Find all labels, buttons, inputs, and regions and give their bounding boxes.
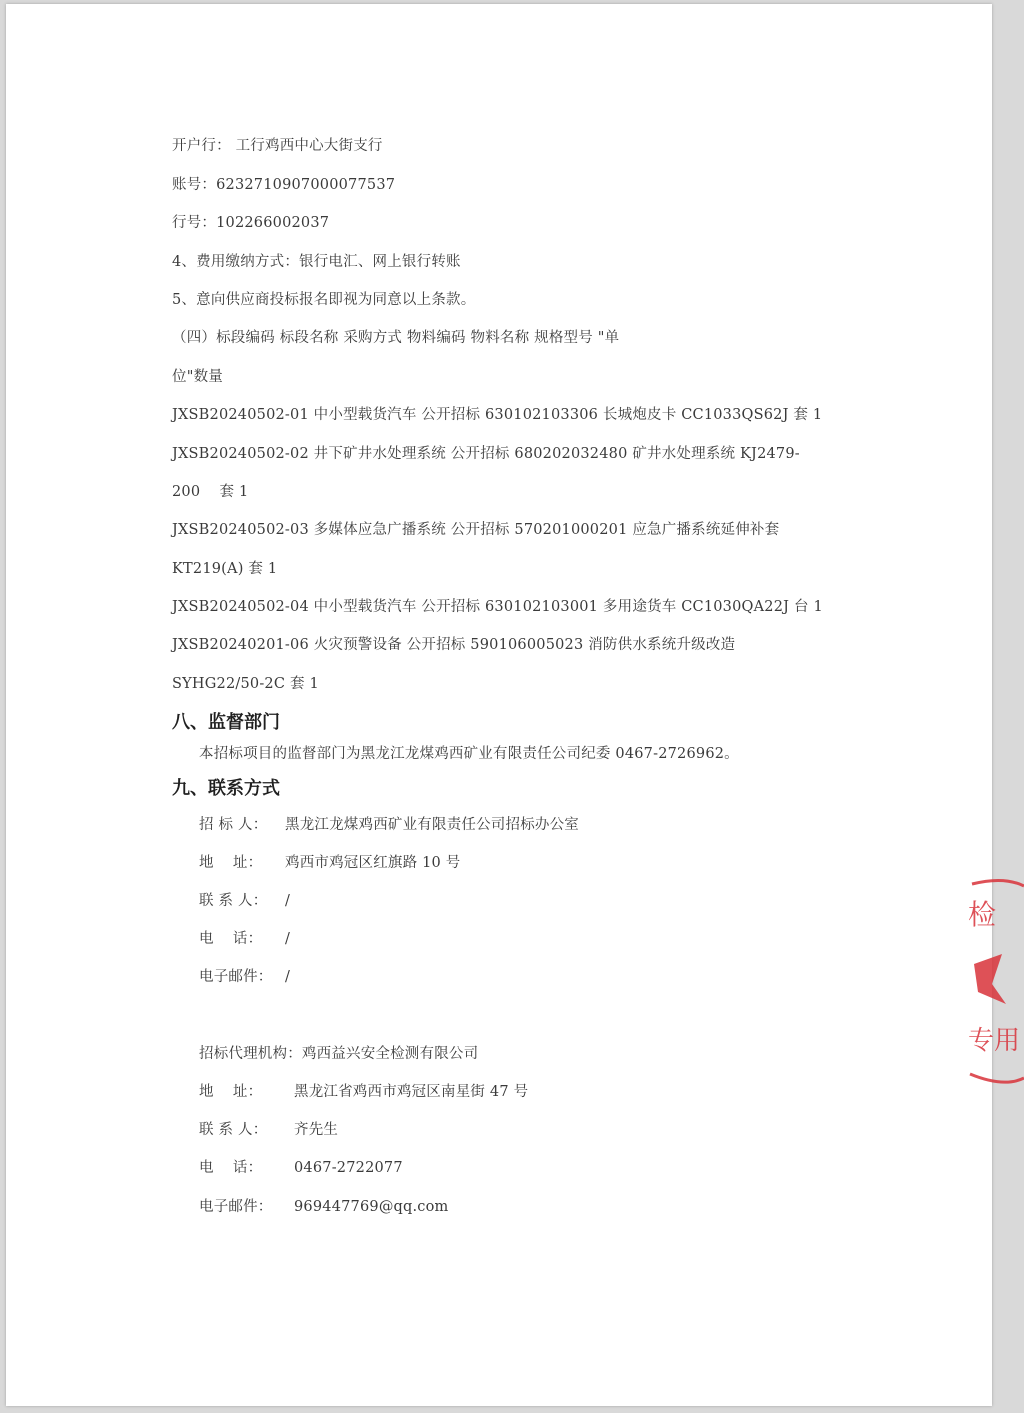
red-seal-stamp [964,874,1024,1089]
tenderer-label: 招 标 人： [199,817,268,833]
tenderer-phone-value: / [285,931,291,947]
agency-address-line [199,1080,528,1101]
lot-row-3b: KT219(A) 套 1 [172,561,278,577]
bank-code-line: 行号：102266002037 [172,215,330,231]
tenderer-person-line [199,889,290,910]
lot-row-5a: JXSB20240201-06 火灾预警设备 公开招标 590106005023 消防供水系统升级改造 [172,637,736,653]
agency-value: 鸡西益兴安全检测有限公司 [301,1046,479,1062]
lot-row-1: JXSB20240502-01 中小型载货汽车 公开招标 630102103306 长城炮皮卡 CC1033QS62J 套 1 [172,407,823,423]
tenderer-line [199,813,579,834]
lot-row-5b: SYHG22/50-2C 套 1 [172,676,319,692]
payment-method-line: 4、费用缴纳方式：银行电汇、网上银行转账 [172,254,461,270]
tenderer-phone-line [199,927,290,948]
agency-phone-label: 电 话： [199,1160,263,1176]
contact-heading: 九、联系方式 [172,778,280,799]
agency-email-line [199,1195,449,1216]
agency-email-value: 969447769@qq.com [294,1199,449,1215]
agency-person-value: 齐先生 [294,1122,339,1138]
tenderer-person-value: / [285,893,291,909]
tenderer-address-line [199,851,460,872]
lot-row-3a: JXSB20240502-03 多媒体应急广播系统 公开招标 570201000201 应急广播系统延伸补套 [172,522,780,538]
agency-person-line [199,1118,338,1139]
agency-person-label: 联 系 人： [199,1122,268,1138]
tenderer-address-value: 鸡西市鸡冠区红旗路 10 号 [285,855,461,871]
seal-ring-top [972,880,1024,886]
tenderer-value: 黑龙江龙煤鸡西矿业有限责任公司招标办公室 [285,817,579,833]
tenderer-address-label: 地 址： [199,855,263,871]
agency-address-value: 黑龙江省鸡西市鸡冠区南星街 47 号 [294,1084,529,1100]
tenderer-email-label: 电子邮件： [199,969,273,985]
seal-star-icon [974,954,1006,1004]
supervision-text: 本招标项目的监督部门为黑龙江龙煤鸡西矿业有限责任公司纪委 0467-2726962。 [199,746,739,762]
seal-text-top: 检 [968,898,997,931]
agency-line [199,1042,478,1063]
table-header-line-2: 位"数量 [172,369,223,385]
lot-row-4: JXSB20240502-04 中小型载货汽车 公开招标 630102103001 多用途货车 CC1030QA22J 台 1 [172,599,823,615]
tenderer-email-value: / [285,969,291,985]
seal-ring-bottom [970,1074,1024,1082]
supervision-heading: 八、监督部门 [172,712,280,733]
tenderer-phone-label: 电 话： [199,931,263,947]
seal-text-bottom: 专用 [968,1026,1021,1056]
agency-phone-line [199,1156,403,1177]
agency-phone-value: 0467-2722077 [294,1160,403,1176]
bank-name-line: 开户行： 工行鸡西中心大街支行 [172,138,383,154]
agency-label: 招标代理机构： [199,1046,302,1062]
agency-email-label: 电子邮件： [199,1199,273,1215]
table-header-line-1: （四）标段编码 标段名称 采购方式 物料编码 物料名称 规格型号 "单 [172,330,620,346]
lot-row-2a: JXSB20240502-02 井下矿井水处理系统 公开招标 680202032480 矿井水处理系统 KJ2479- [172,446,800,462]
lot-row-2b: 200 套 1 [172,484,249,500]
agreement-line: 5、意向供应商投标报名即视为同意以上条款。 [172,292,476,308]
tenderer-person-label: 联 系 人： [199,893,268,909]
document-page [6,4,1021,1406]
account-line: 账号：6232710907000077537 [172,177,396,193]
agency-address-label: 地 址： [199,1084,263,1100]
tenderer-email-line [199,965,290,986]
